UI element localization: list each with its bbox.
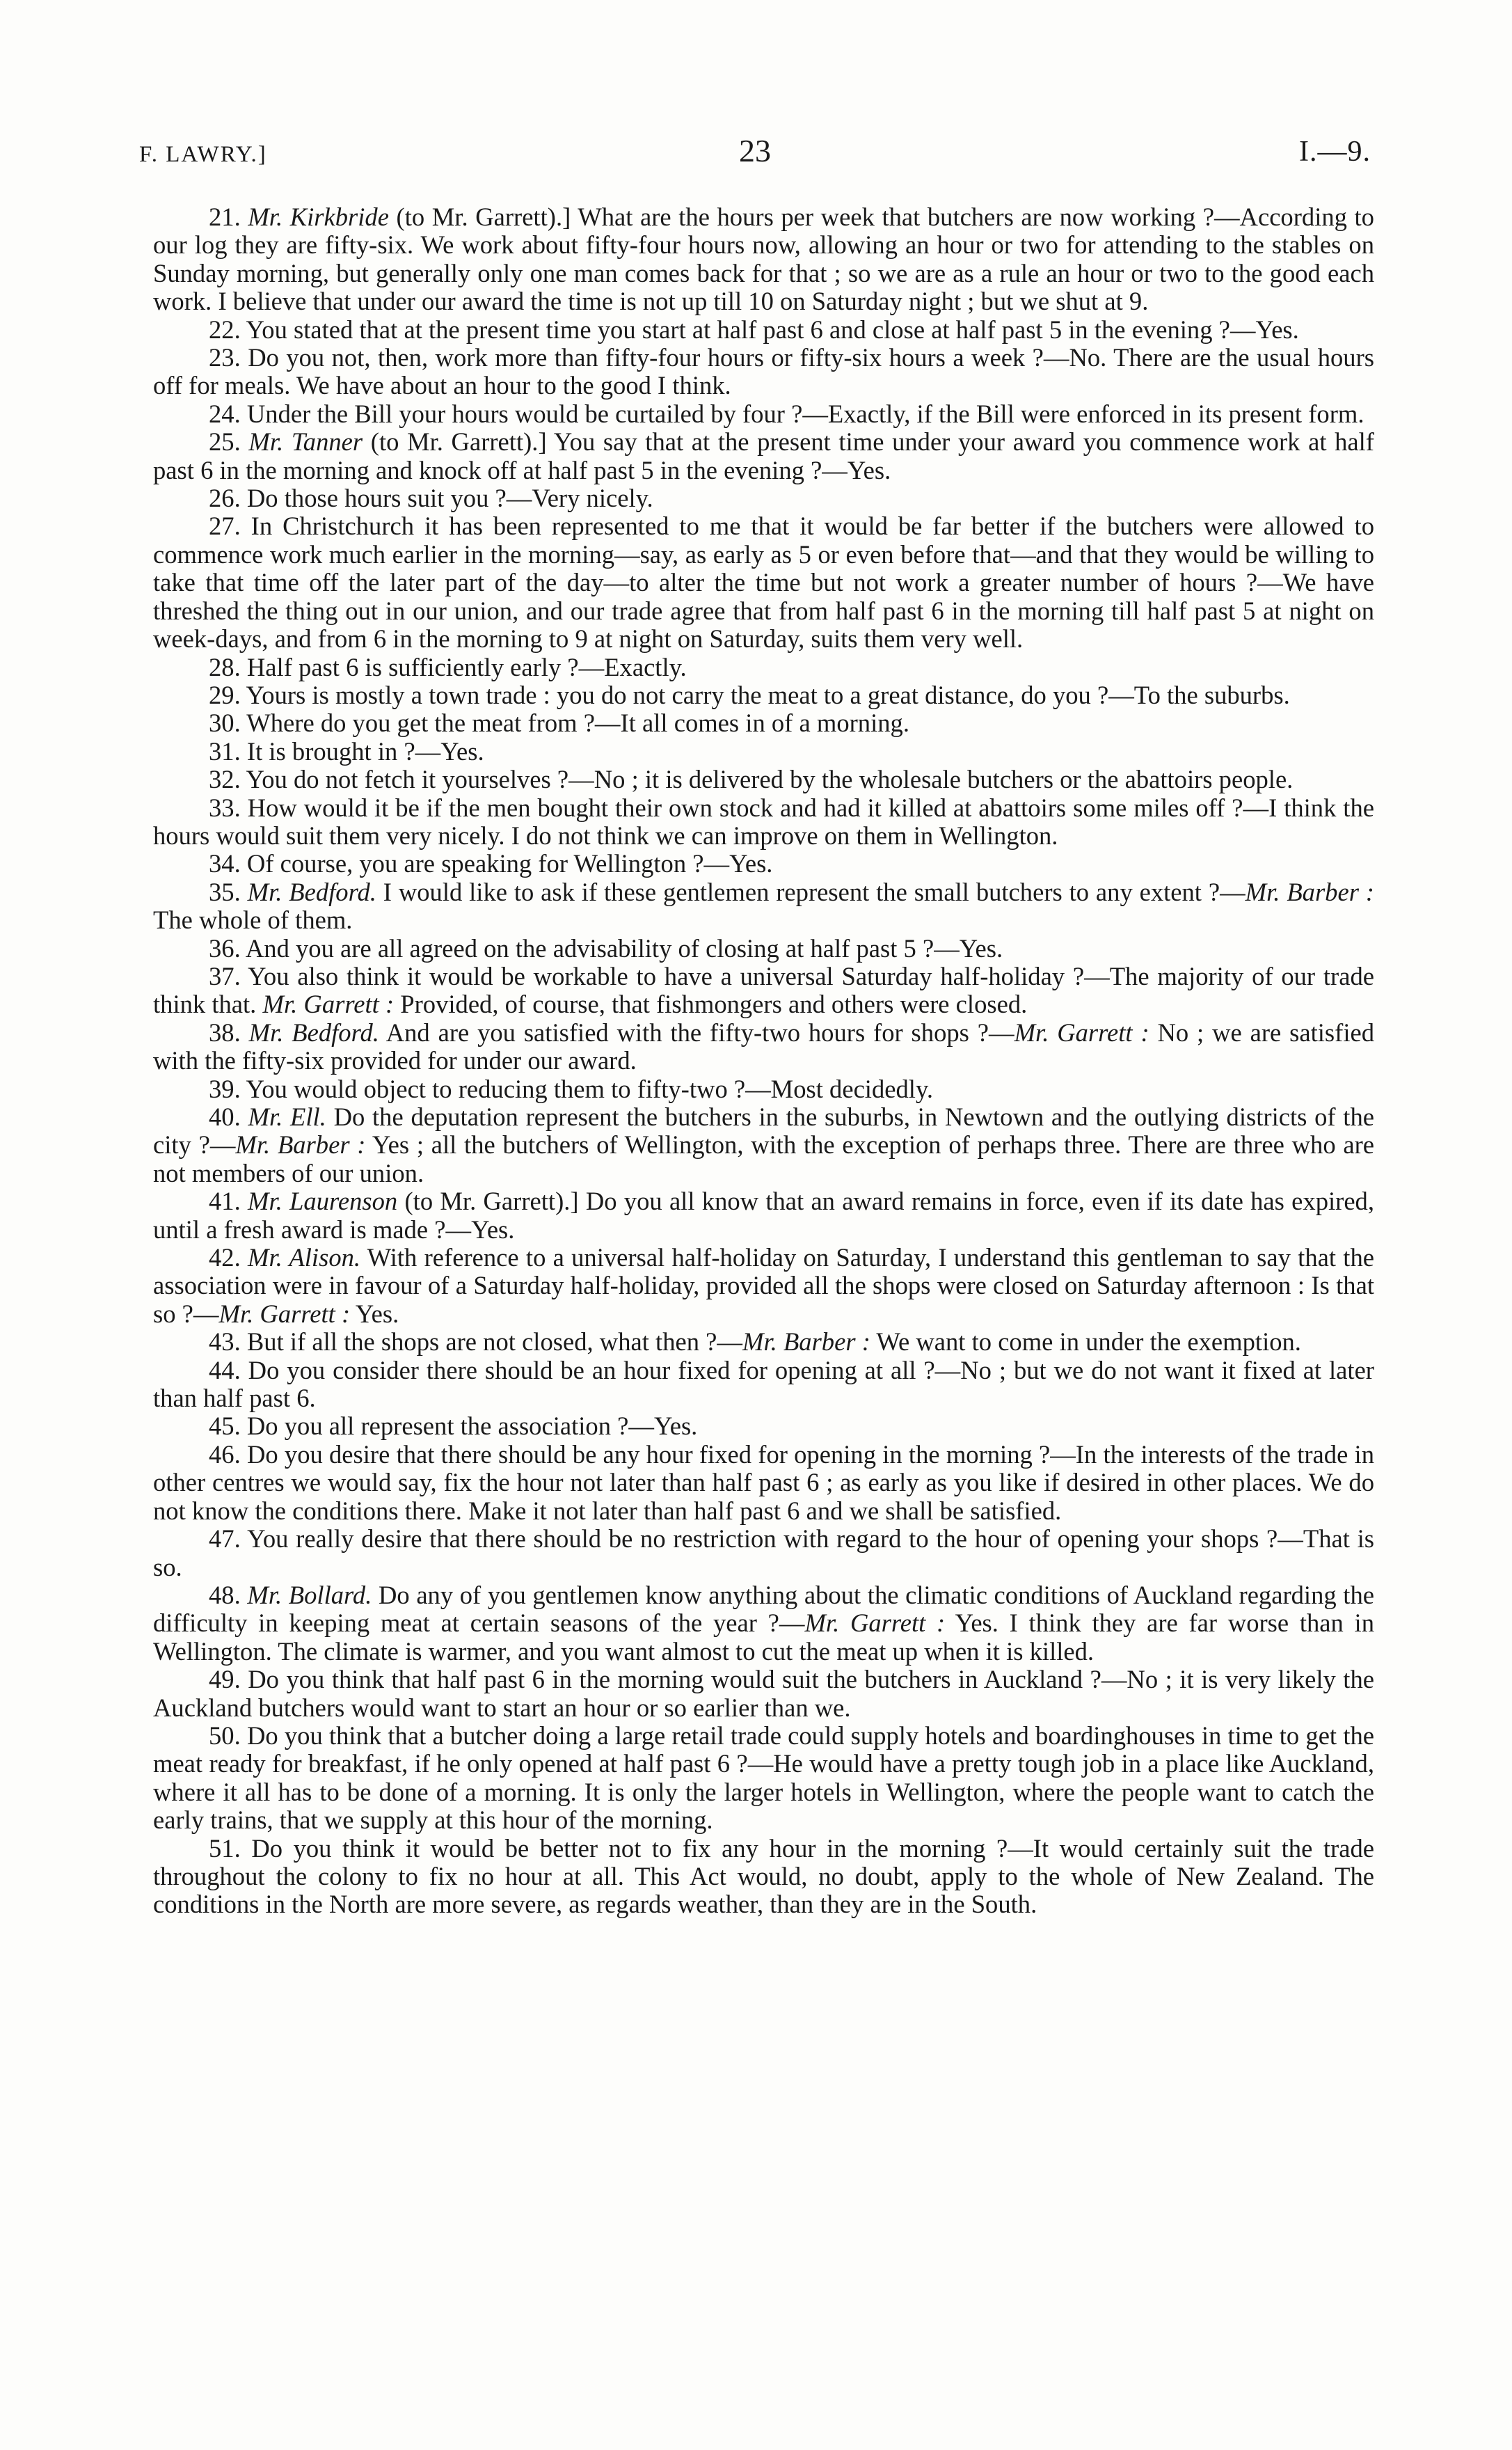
evidence-paragraph bbox=[153, 1835, 1374, 1919]
evidence-paragraph bbox=[153, 654, 1374, 681]
speaker-name: Mr. Tanner bbox=[248, 427, 363, 457]
evidence-paragraph bbox=[153, 963, 1374, 1019]
question-number: 45. bbox=[209, 1412, 241, 1441]
paragraph-text: Do you consider there should be an hour fixed for opening at all ?—No ; but we do not want it fixed at later than half past 6. bbox=[153, 1355, 1374, 1413]
speaker-name: Mr. Bedford. bbox=[248, 1018, 379, 1047]
question-number: 32. bbox=[209, 765, 241, 794]
paragraph-text: Do you think that half past 6 in the morning would suit the butchers in Auckland ?—No ; it is very likely the Auckland butchers would want to start an hour or so earlier than we. bbox=[153, 1665, 1374, 1722]
question-number: 47. bbox=[209, 1524, 241, 1554]
paragraph-text: Mr. Tanner (to Mr. Garrett).] You say that at the present time under your award you commence work at half past 6 in the morning and knock off at half past 5 in the evening ?—Yes. bbox=[153, 427, 1374, 484]
paragraph-text: How would it be if the men bought their own stock and had it killed at abattoirs some miles off ?—I think the hours would suit them very nicely. I do not think we can improve on them in Wellington. bbox=[153, 793, 1374, 850]
question-number: 35. bbox=[209, 877, 241, 906]
paragraph-text: Do you desire that there should be any hour fixed for opening in the morning ?—In the interests of the trade in other centres we would say, fix the hour not later than half past 6 ; as early as you like if desired in other places. We do not know the conditions there. Make it not later than half past 6 and we shall be satisfied. bbox=[153, 1439, 1374, 1525]
question-number: 50. bbox=[209, 1721, 241, 1750]
paragraph-text: Mr. Bedford. I would like to ask if these gentlemen represent the small butchers to any extent ?—Mr. Barber : The whole of them. bbox=[153, 877, 1374, 935]
question-number: 31. bbox=[209, 736, 241, 766]
evidence-paragraph bbox=[153, 709, 1374, 737]
question-number: 30. bbox=[209, 709, 241, 738]
evidence-paragraph bbox=[153, 484, 1374, 512]
question-number: 36. bbox=[209, 933, 241, 963]
evidence-paragraph bbox=[153, 766, 1374, 793]
evidence-paragraph bbox=[153, 512, 1374, 653]
paragraph-text: Mr. Laurenson (to Mr. Garrett).] Do you all know that an award remains in force, even if its date has expired, until a fresh award is made ?—Yes. bbox=[153, 1187, 1374, 1244]
speaker-name: Mr. Barber : bbox=[1245, 877, 1374, 906]
question-number: 22. bbox=[209, 315, 241, 344]
page-number: 23 bbox=[739, 133, 771, 168]
question-number: 25. bbox=[209, 427, 241, 457]
evidence-paragraph bbox=[153, 681, 1374, 709]
evidence-paragraph bbox=[153, 1412, 1374, 1440]
speaker-name: Mr. Laurenson bbox=[248, 1187, 398, 1216]
paragraph-text: Yours is mostly a town trade : you do not carry the meat to a great distance, do you ?—To the suburbs. bbox=[246, 680, 1290, 709]
evidence-paragraph bbox=[153, 1075, 1374, 1103]
evidence-paragraph bbox=[153, 1722, 1374, 1835]
evidence-paragraph bbox=[153, 1441, 1374, 1525]
paragraph-text: Mr. Kirkbride (to Mr. Garrett).] What are the hours per week that butchers are now working ?—According to our log they are fifty-six. We work about fifty-four hours now, allowing an hour or two for attending to the stables on Sunday morning, but generally only one man comes back for that ; so we are as a rule an hour or two to the good each work. I believe that under our award the time is not up till 10 on Saturday night ; but we shut at 9. bbox=[153, 203, 1374, 316]
question-number: 28. bbox=[209, 652, 241, 681]
speaker-name: Mr. Bollard. bbox=[247, 1580, 372, 1609]
question-number: 51. bbox=[209, 1833, 241, 1863]
question-number: 34. bbox=[209, 849, 241, 878]
evidence-paragraph bbox=[153, 794, 1374, 851]
paragraph-text: Mr. Alison. With reference to a universal half-holiday on Saturday, I understand this gentleman to say that the association were in favour of a Saturday half-holiday, provided all the shops were closed on Saturday afternoon : Is that so ?—Mr. Garrett : Yes. bbox=[153, 1243, 1374, 1328]
speaker-name: Mr. Garrett : bbox=[218, 1299, 351, 1328]
paragraph-text: You would object to reducing them to fifty-two ?—Most decidedly. bbox=[246, 1074, 933, 1103]
question-number: 42. bbox=[209, 1243, 241, 1272]
paragraph-text: Of course, you are speaking for Wellington ?—Yes. bbox=[246, 849, 773, 878]
document-reference: I.—9. bbox=[1299, 136, 1371, 168]
speaker-name: Mr. Barber : bbox=[235, 1130, 366, 1160]
paragraph-text: Do you not, then, work more than fifty-four hours or fifty-six hours a week ?—No. There are the usual hours off for meals. We have about an hour to the good I think. bbox=[153, 343, 1374, 400]
evidence-paragraph bbox=[153, 344, 1374, 400]
paragraph-text: Half past 6 is sufficiently early ?—Exactly. bbox=[246, 652, 687, 681]
question-number: 23. bbox=[209, 343, 241, 372]
question-number: 43. bbox=[209, 1327, 241, 1357]
paragraph-text: Mr. Bollard. Do any of you gentlemen know anything about the climatic conditions of Auckland regarding the difficulty in keeping meat at certain seasons of the year ?—Mr. Garrett : Yes. I think they are far worse than in Wellington. The climate is warmer, and you want almost to cut the meat up when it is killed. bbox=[153, 1580, 1374, 1666]
question-number: 21. bbox=[209, 203, 241, 231]
paragraph-text: Mr. Ell. Do the deputation represent the butchers in the suburbs, in Newtown and the outlying districts of the city ?—Mr. Barber : Yes ; all the butchers of Wellington, with the exception of perhaps three. There are three who are not members of our union. bbox=[153, 1102, 1375, 1187]
paragraph-text: But if all the shops are not closed, what then ?—Mr. Barber : We want to come in under the exemption. bbox=[246, 1327, 1301, 1357]
evidence-paragraph bbox=[153, 1187, 1374, 1244]
question-number: 39. bbox=[209, 1074, 241, 1103]
question-number: 44. bbox=[209, 1355, 241, 1384]
question-number: 27. bbox=[209, 512, 241, 541]
page-header bbox=[139, 132, 1371, 174]
speaker-name: Mr. Bedford. bbox=[247, 877, 376, 906]
question-number: 46. bbox=[209, 1439, 241, 1469]
question-number: 41. bbox=[209, 1187, 241, 1216]
evidence-paragraph bbox=[153, 1244, 1374, 1328]
evidence-paragraph bbox=[153, 316, 1374, 344]
paragraph-text: And you are all agreed on the advisability of closing at half past 5 ?—Yes. bbox=[245, 933, 1003, 963]
paragraph-text: Do you all represent the association ?—Yes. bbox=[246, 1412, 698, 1441]
question-number: 48. bbox=[209, 1580, 241, 1609]
evidence-paragraph bbox=[153, 428, 1374, 484]
speaker-name: Mr. Garrett : bbox=[1014, 1018, 1149, 1047]
speaker-name: Mr. Garrett : bbox=[262, 990, 395, 1019]
evidence-paragraph bbox=[153, 203, 1374, 316]
paragraph-text: Do you think that a butcher doing a large retail trade could supply hotels and boardinghouses in time to get the meat ready for breakfast, if he only opened at half past 6 ?—He would have a pretty tough job in a place like Auckland, where it all has to be done of a morning. It is only the larger hotels in Wellington, where the people want to catch the early trains, that we supply at this hour of the morning. bbox=[153, 1721, 1375, 1835]
paragraph-text: Under the Bill your hours would be curtailed by four ?—Exactly, if the Bill were enforced in its present form. bbox=[246, 399, 1364, 428]
paragraph-text: Do you think it would be better not to fix any hour in the morning ?—It would certainly suit the trade throughout the colony to fix no hour at all. This Act would, no doubt, apply to the whole of New Zealand. The conditions in the North are more severe, as regards weather, than they are in the South. bbox=[153, 1833, 1374, 1919]
evidence-paragraph bbox=[153, 1525, 1374, 1581]
speaker-name: Mr. Barber : bbox=[742, 1327, 870, 1357]
evidence-paragraph bbox=[153, 1357, 1374, 1413]
evidence-paragraph bbox=[153, 878, 1374, 935]
evidence-paragraph bbox=[153, 1103, 1374, 1187]
speaker-name: Mr. Alison. bbox=[248, 1243, 361, 1272]
question-number: 38. bbox=[209, 1018, 241, 1047]
paragraph-text: Mr. Bedford. And are you satisfied with the fifty-two hours for shops ?—Mr. Garrett : No ; we are satisfied with the fifty-six provided for under our award. bbox=[153, 1018, 1375, 1075]
evidence-paragraph bbox=[153, 400, 1374, 428]
paragraph-text: In Christchurch it has been represented to me that it would be far better if the butchers were allowed to commence work much earlier in the morning—say, as early as 5 or even before that—and that they would be willing to take that time off the later part of the day—to alter the time but not work a greater number of hours ?—We have threshed the thing out in our union, and our trade agree that from half past 6 in the morning till half past 5 at night on week-days, and from 6 in the morning to 9 at night on Saturday, suits them very well. bbox=[153, 512, 1374, 654]
evidence-paragraph bbox=[153, 935, 1374, 963]
paragraph-text: You do not fetch it yourselves ?—No ; it is delivered by the wholesale butchers or the abattoirs people. bbox=[246, 765, 1294, 794]
evidence-paragraph bbox=[153, 1328, 1374, 1356]
paragraph-text: Do those hours suit you ?—Very nicely. bbox=[246, 484, 653, 513]
question-number: 24. bbox=[209, 399, 241, 428]
evidence-paragraph bbox=[153, 1581, 1374, 1666]
speaker-name: Mr. Garrett : bbox=[804, 1609, 946, 1638]
paragraph-text: You really desire that there should be no restriction with regard to the hour of opening your shops ?—That is so. bbox=[153, 1524, 1374, 1581]
speaker-name: Mr. Ell. bbox=[248, 1102, 326, 1131]
paragraph-text: You stated that at the present time you start at half past 6 and close at half past 5 in the evening ?—Yes. bbox=[246, 315, 1299, 344]
evidence-body bbox=[153, 203, 1374, 1919]
evidence-paragraph bbox=[153, 850, 1374, 878]
question-number: 29. bbox=[209, 680, 241, 709]
speaker-name: Mr. Kirkbride bbox=[248, 203, 389, 231]
question-number: 49. bbox=[209, 1665, 241, 1694]
paragraph-text: Where do you get the meat from ?—It all comes in of a morning. bbox=[246, 709, 909, 738]
evidence-paragraph bbox=[153, 738, 1374, 766]
evidence-paragraph bbox=[153, 1019, 1374, 1075]
question-number: 26. bbox=[209, 484, 241, 513]
paragraph-text: It is brought in ?—Yes. bbox=[246, 736, 484, 766]
paragraph-text: You also think it would be workable to have a universal Saturday half-holiday ?—The majority of our trade think that. Mr. Garrett : Provided, of course, that fishmongers and others were closed. bbox=[153, 961, 1374, 1019]
question-number: 33. bbox=[209, 793, 241, 822]
question-number: 37. bbox=[209, 961, 241, 990]
header-witness-name: F. LAWRY.] bbox=[139, 142, 267, 167]
evidence-paragraph bbox=[153, 1666, 1374, 1722]
question-number: 40. bbox=[209, 1102, 241, 1131]
